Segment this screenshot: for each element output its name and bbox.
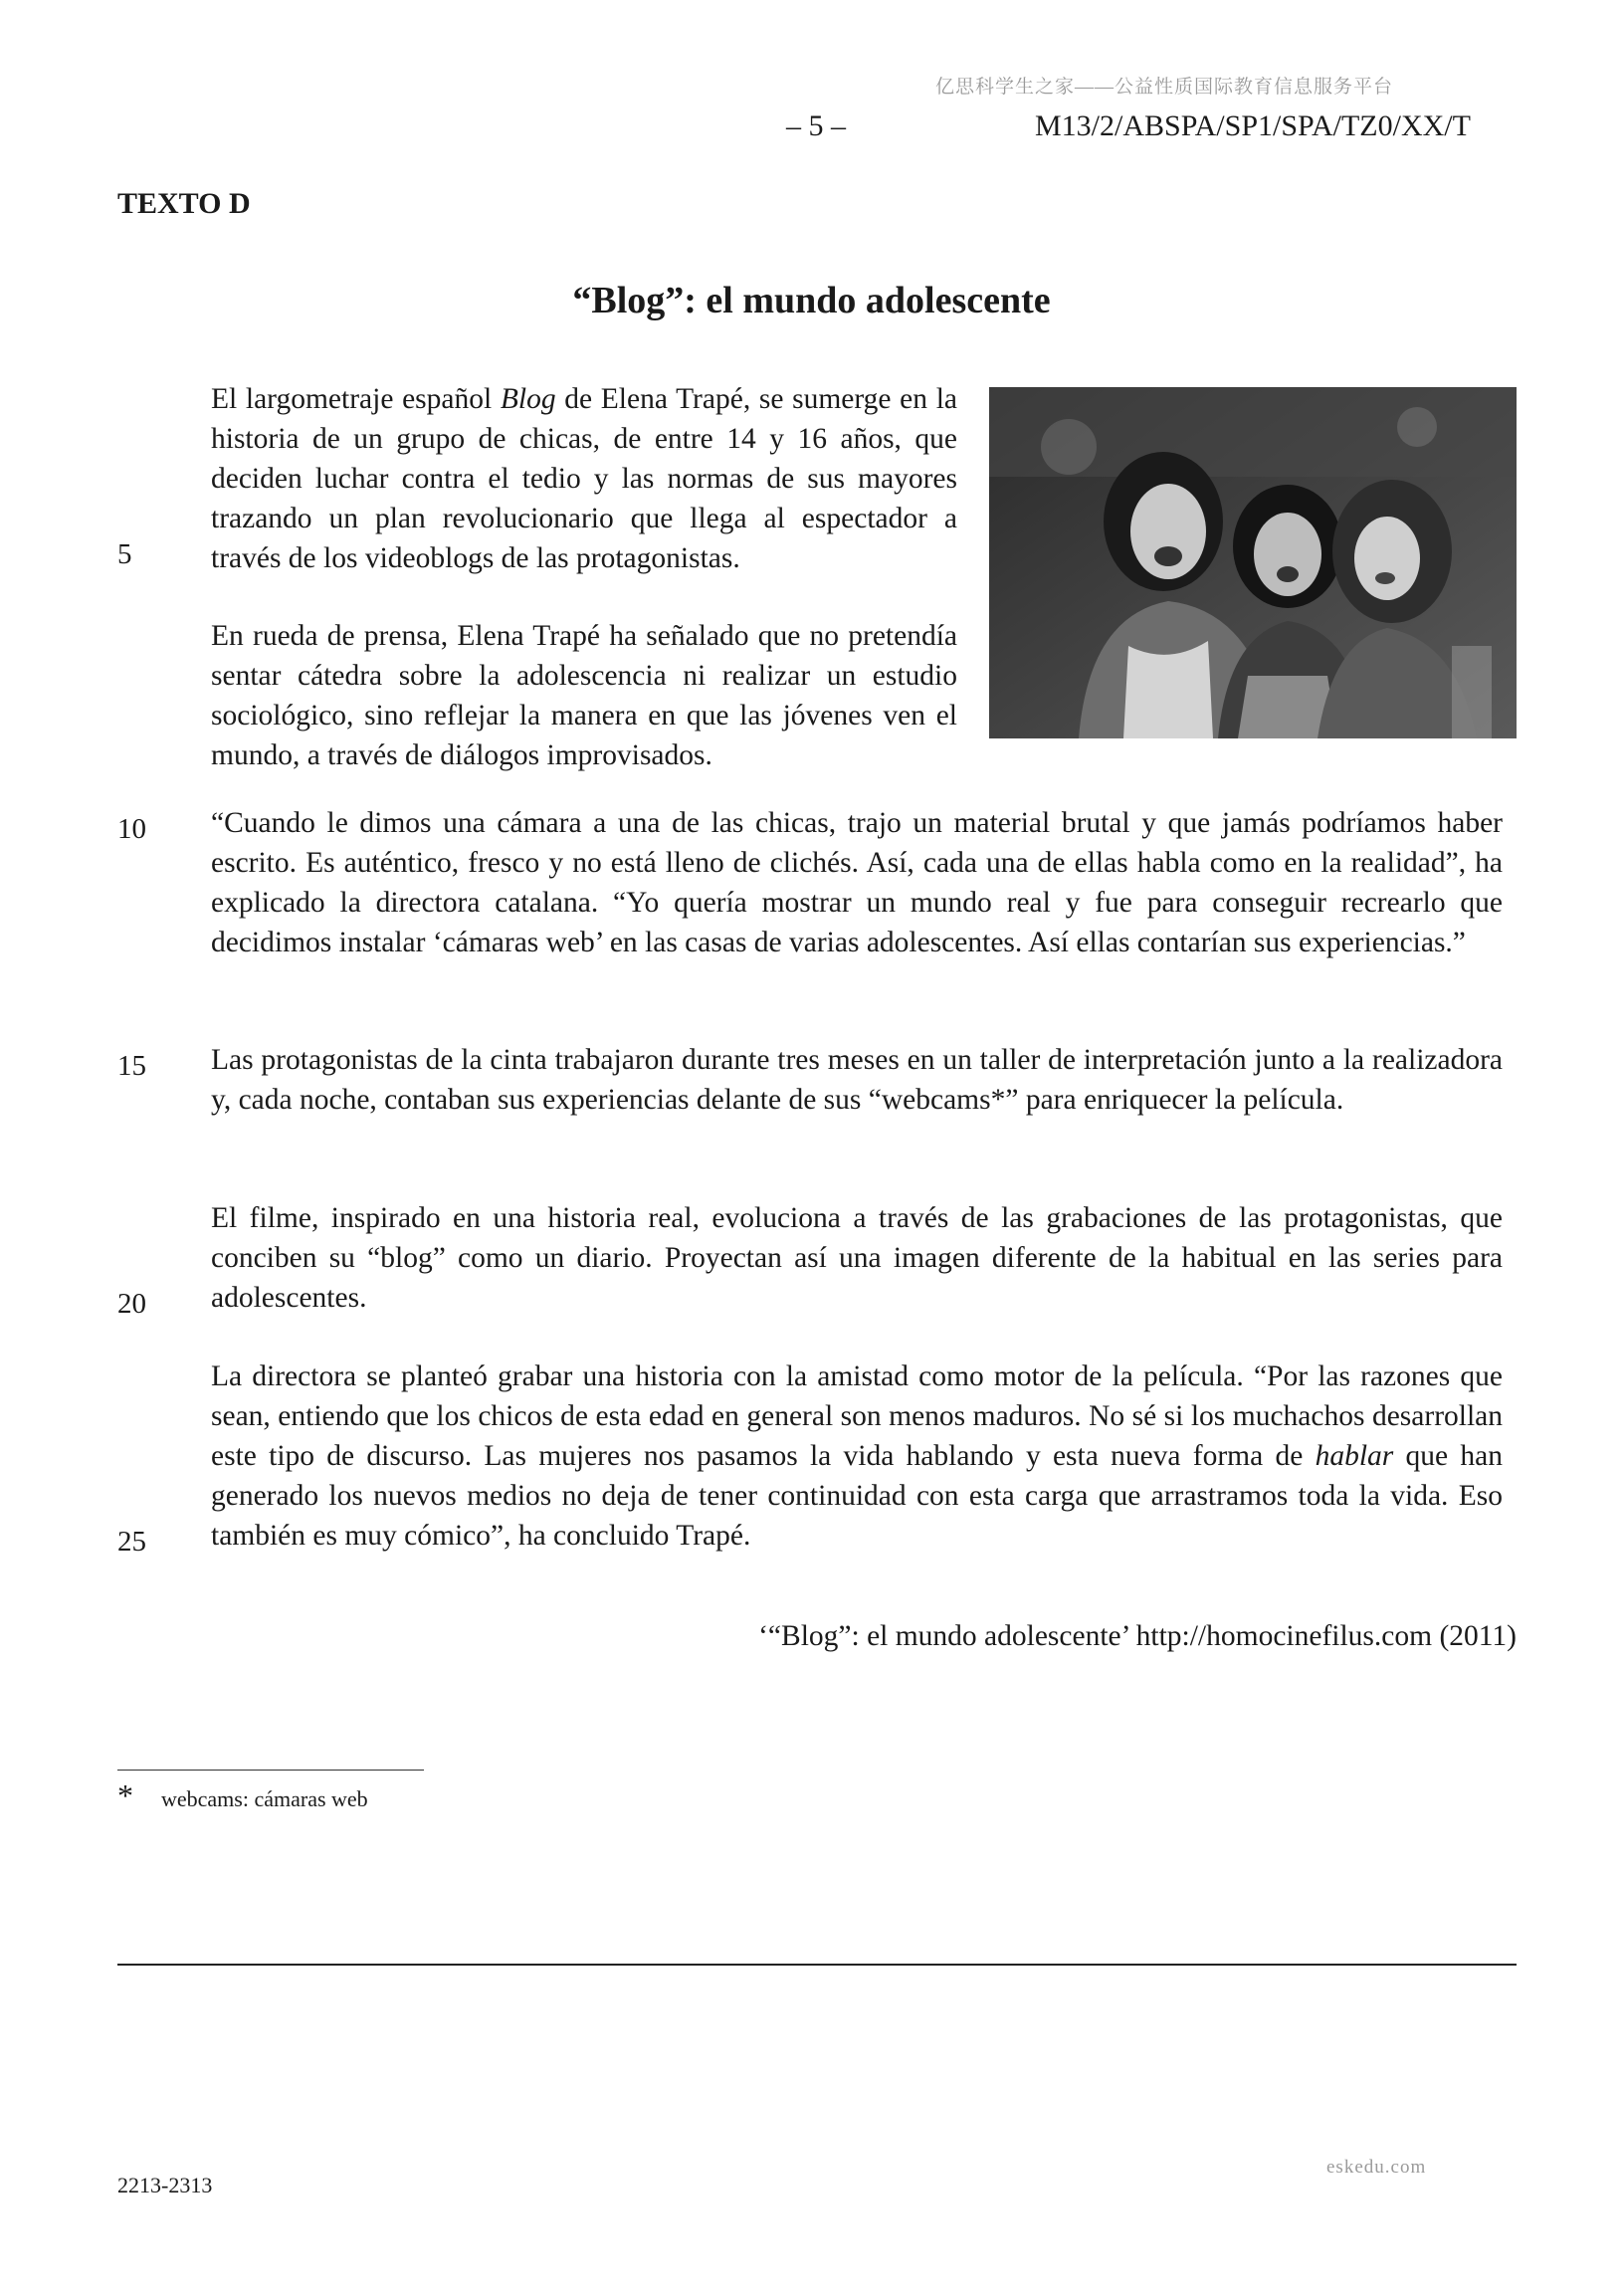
page-divider	[117, 1964, 1517, 1966]
article-title: “Blog”: el mundo adolescente	[572, 280, 1051, 321]
line-number: 10	[117, 813, 146, 845]
exam-code: M13/2/ABSPA/SP1/SPA/TZ0/XX/T	[1035, 109, 1471, 142]
paragraph-4: Las protagonistas de la cinta trabajaron durante tres meses en un taller de interpretación junto a la realizadora y, cada noche, contaban sus experiencias delante de sus “webcams*” para enriquecer la película.	[211, 1044, 1503, 1116]
article-photo	[989, 387, 1517, 738]
line-number: 5	[117, 538, 132, 570]
footer-watermark: eskedu.com	[1326, 2157, 1427, 2178]
page-number: – 5 –	[786, 109, 846, 142]
paragraph-1: El largometraje español Blog de Elena Trapé, se sumerge en la historia de un grupo de chicas, de entre 14 y 16 años, que deciden luchar contra el tedio y las normas de sus mayores trazando un plan revolucionario que llega al espectador a través de los videoblogs de las protagonistas.	[211, 383, 957, 574]
footnote-text: webcams: cámaras web	[161, 1786, 368, 1811]
paragraph-5: El filme, inspirado en una historia real, evoluciona a través de las grabaciones de las protagonistas, que conciben su “blog” como un diario. Proyectan así una imagen diferente de la habitual en las series para adolescentes.	[211, 1202, 1503, 1314]
paragraph-3: “Cuando le dimos una cámara a una de las chicas, trajo un material brutal y que jamás podríamos haber escrito. Es auténtico, fresco y no está lleno de clichés. Así, cada una de ellas habla como en la realidad”, ha explicado la directora catalana. “Yo quería mostrar un mundo real y fue para conseguir recrearlo que decidimos instalar ‘cámaras web’ en las casas de varias adolescentes. Así ellas contarían sus experiencias.”	[211, 807, 1503, 958]
header-watermark: 亿思科学生之家——公益性质国际教育信息服务平台	[935, 77, 1394, 98]
line-number: 15	[117, 1050, 146, 1082]
photo-three-girls-laughing	[989, 387, 1517, 738]
paragraph-2: En rueda de prensa, Elena Trapé ha señalado que no pretendía sentar cátedra sobre la adolescencia ni realizar un estudio sociológico, sino reflejar la manera en que las jóvenes ven el mundo, a través de diálogos improvisados.	[211, 620, 957, 771]
article-source: ‘“Blog”: el mundo adolescente’ http://homocinefilus.com (2011)	[758, 1620, 1517, 1652]
footer-code: 2213-2313	[117, 2173, 213, 2197]
paragraph-6: La directora se planteó grabar una historia con la amistad como motor de la película. “Por las razones que sean, entiendo que los chicos de esta edad en general son menos maduros. No sé si los muchachos desarrollan este tipo de discurso. Las mujeres nos pasamos la vida hablando y esta nueva forma de hablar que han generado los nuevos medios no deja de tener continuidad con esta carga que arrastramos toda la vida. Eso también es muy cómico”, ha concluido Trapé.	[211, 1360, 1503, 1552]
section-label: TEXTO D	[117, 187, 251, 220]
line-number: 25	[117, 1526, 146, 1558]
footnote-divider	[117, 1770, 424, 1771]
line-number: 20	[117, 1288, 146, 1320]
footnote-marker: *	[117, 1777, 133, 1813]
